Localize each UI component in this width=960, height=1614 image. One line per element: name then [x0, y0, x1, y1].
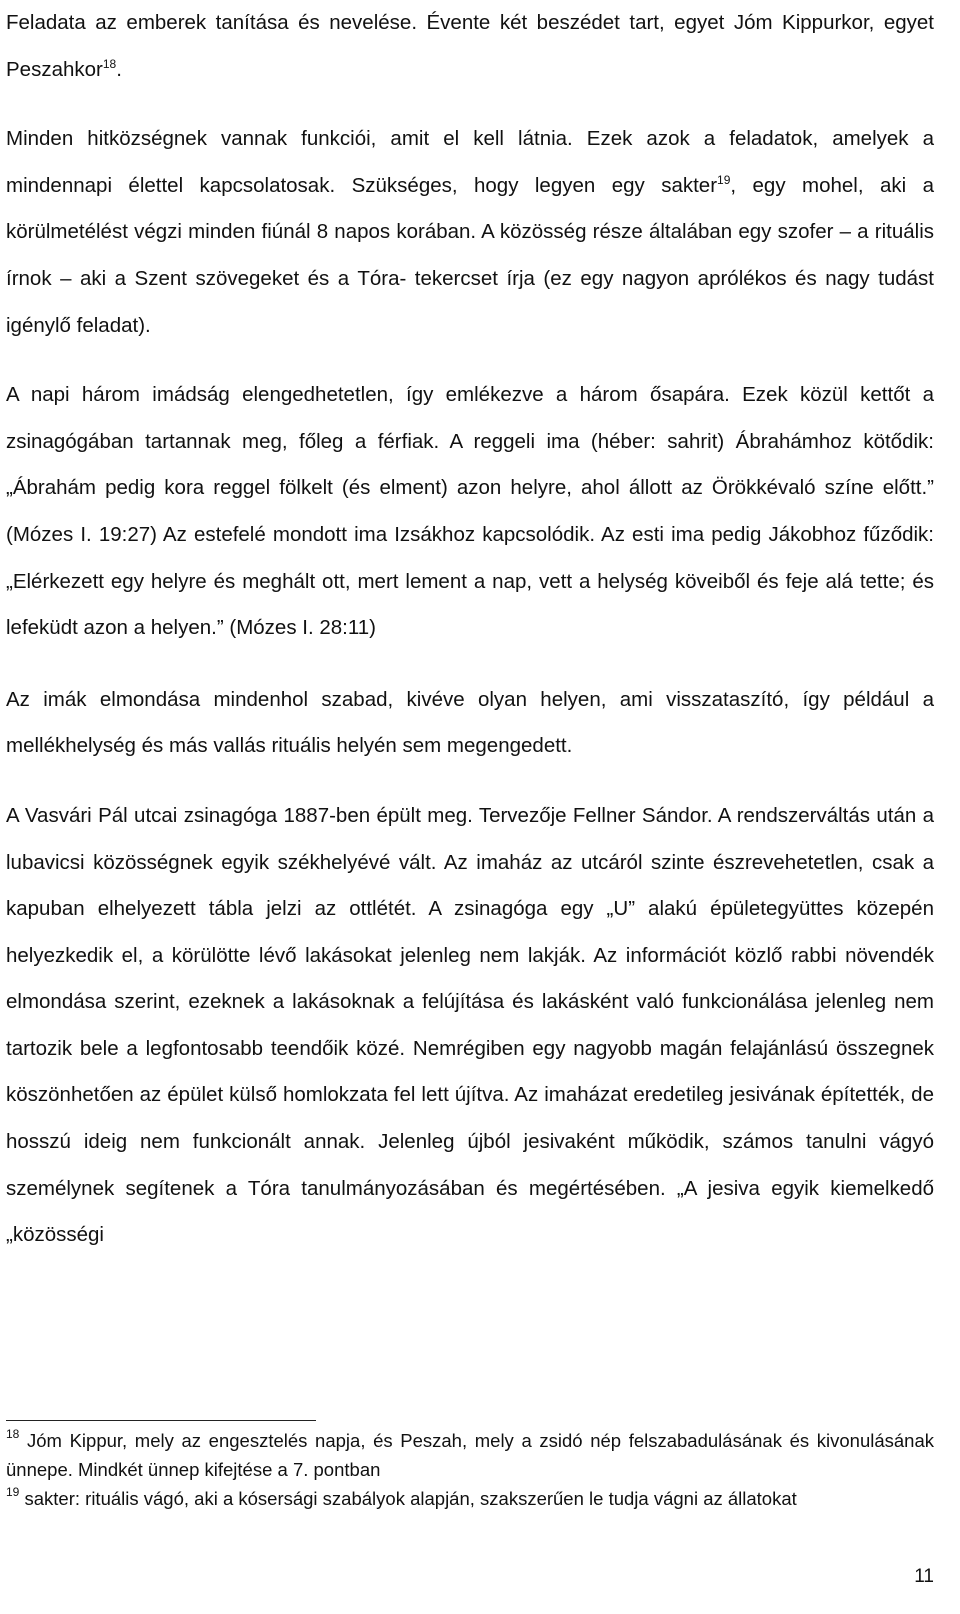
- paragraph-1: [6, 0, 934, 93]
- body-text: [6, 0, 934, 1259]
- paragraph-5: [6, 793, 934, 1259]
- footnotes: [6, 1426, 934, 1513]
- paragraph-4-text: Az imák elmondása mindenhol szabad, kivéve olyan helyen, ami visszataszító, így például a mellékhelység és más vallás rituális helyén sem megengedett.: [6, 687, 934, 758]
- paragraph-1-text-end: .: [116, 57, 122, 81]
- footnote-18-mark: 18: [6, 1427, 20, 1441]
- footnote-19: [6, 1484, 934, 1513]
- paragraph-3: [6, 372, 934, 652]
- footnote-separator: [6, 1420, 316, 1421]
- paragraph-1-text: Feladata az emberek tanítása és nevelése. Évente két beszédet tart, egyet Jóm Kippurkor, egyet Peszahkor: [6, 11, 934, 81]
- footnote-18: [6, 1426, 934, 1484]
- paragraph-2: [6, 116, 934, 349]
- paragraph-3-text: A napi három imádság elengedhetetlen, így emlékezve a három ősapára. Ezek közül kettőt a zsinagógában tartannak meg, főleg a férfiak. A reggeli ima (héber: sahrit) Ábrahámhoz kötődik: „Ábrahám pedig kora reggel fölkelt (és elment) azon helyre, ahol állott az Örökkévaló színe előtt.” (Mózes I. 19:27) Az estefelé mondott ima Izsákhoz kapcsolódik. Az esti ima pedig Jákobhoz fűződik: „Elérkezett egy helyre és meghált ott, mert lement a nap, vett a helység köveiből és feje alá tette; és lefeküdt azon a helyen.” (Mózes I. 28:11): [6, 383, 934, 640]
- footnote-ref-19: 19: [717, 172, 731, 187]
- footnote-ref-18: 18: [102, 56, 117, 71]
- paragraph-2-text: Minden hitközségnek vannak funkciói, amit el kell látnia. Ezek azok a feladatok, amelyek a mindennapi élettel kapcsolatosak. Szükséges, hogy legyen egy sakter: [6, 127, 934, 197]
- footnote-18-text: Jóm Kippur, mely az engesztelés napja, és Peszah, mely a zsidó nép felszabadulásának és kivonulásának ünnepe. Mindkét ünnep kifejtése a 7. pontban: [6, 1430, 934, 1480]
- page-number: 11: [914, 1566, 934, 1587]
- paragraph-5-text: A Vasvári Pál utcai zsinagóga 1887-ben épült meg. Tervezője Fellner Sándor. A rendszerváltás után a lubavicsi közösségnek egyik székhelyévé vált. Az imaház az utcáról szinte észrevehetetlen, csak a kapuban elhelyezett tábla jelzi az ottlétét. A zsinagóga egy „U” alakú épületegyüttes közepén helyezkedik el, a körülötte lévő lakásokat jelenleg nem lakják. Az információt közlő rabbi növendék elmondása szerint, ezeknek a lakásoknak a felújítása és lakásként való funkcionálása jelenleg nem tartozik bele a legfontosabb teendőik közé. Nemrégiben egy nagyobb magán felajánlású összegnek köszönhetően az épület külső homlokzata fel lett újítva. Az imaházat eredetileg jesivának építették, de hosszú ideig nem funkcionált annak. Jelenleg újból jesivaként működik, számos tanulni vágyó személynek segítenek a Tóra tanulmányozásában és megértésében. „A jesiva egyik kiemelkedő „közösségi: [6, 803, 934, 1247]
- paragraph-2-text-end: , egy mohel, aki a körülmetélést végzi minden fiúnál 8 napos korában. A közösség része általában egy szofer – a rituális írnok – aki a Szent szövegeket és a Tóra- tekercset írja (ez egy nagyon aprólékos és nagy tudást igénylő feladat).: [6, 173, 934, 337]
- footnote-19-mark: 19: [6, 1485, 20, 1499]
- footnote-19-text: sakter: rituális vágó, aki a kósersági szabályok alapján, szakszerűen le tudja vágni az állatokat: [19, 1488, 797, 1509]
- paragraph-4: [6, 677, 934, 770]
